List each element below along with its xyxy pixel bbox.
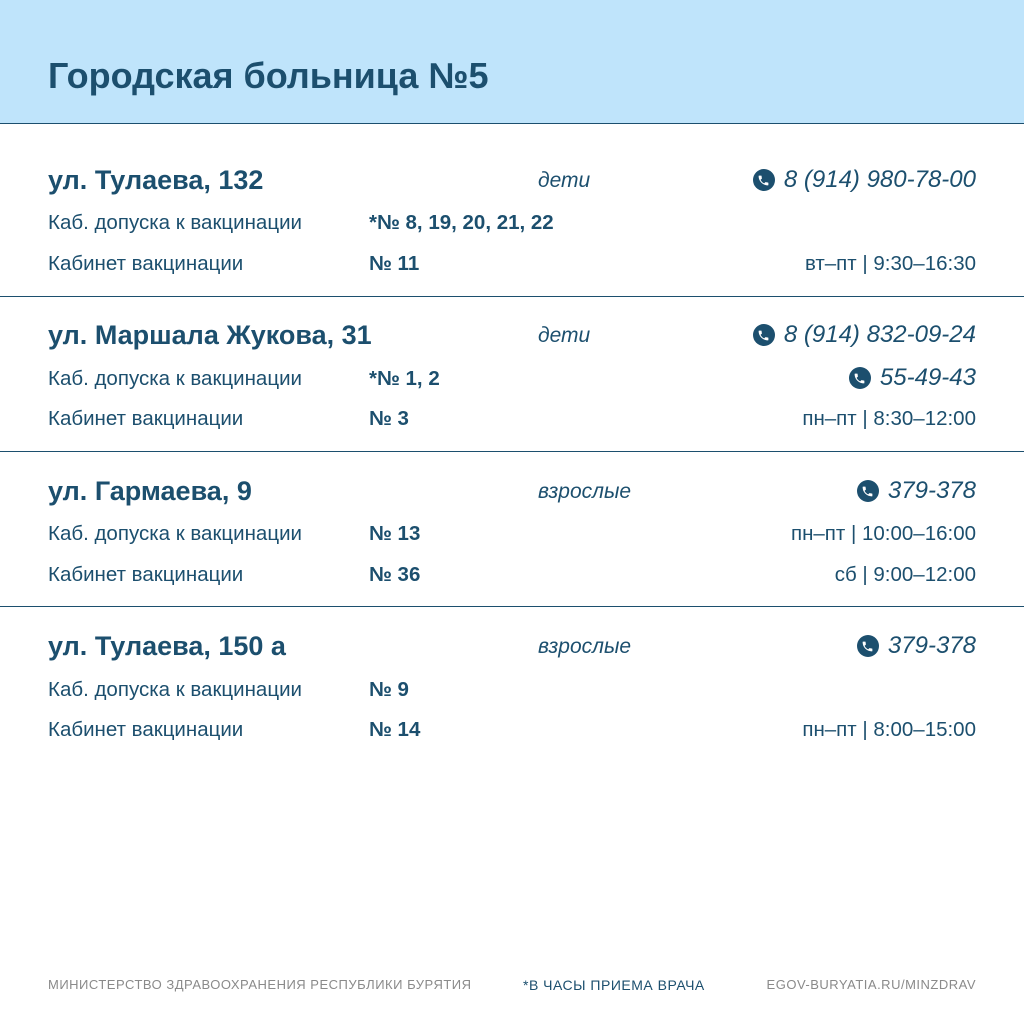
- row-label: Кабинет вакцинации: [48, 407, 244, 430]
- row-label: Каб. допуска к вакцинации: [48, 522, 302, 545]
- phone-icon: [753, 169, 775, 191]
- divider: [0, 296, 1024, 297]
- location-category: взрослые: [538, 635, 632, 658]
- footer-ministry: МИНИСТЕРСТВО ЗДРАВООХРАНЕНИЯ РЕСПУБЛИКИ БУРЯТИЯ: [48, 977, 472, 992]
- phone-number[interactable]: [753, 165, 976, 195]
- row-label: Кабинет вакцинации: [48, 718, 244, 741]
- phone-icon: [857, 480, 879, 502]
- room-number: № 3: [369, 407, 409, 430]
- location-address: ул. Гармаева, 9: [48, 476, 252, 506]
- location-category: дети: [538, 324, 591, 347]
- working-hours: сб | 9:00–12:00: [834, 563, 976, 586]
- divider: [0, 451, 1024, 452]
- room-number: № 36: [369, 563, 421, 586]
- working-hours: пн–пт | 8:30–12:00: [802, 407, 976, 430]
- row-label: Каб. допуска к вакцинации: [48, 211, 302, 234]
- location-address: ул. Тулаева, 132: [48, 165, 264, 195]
- row-label: Кабинет вакцинации: [48, 563, 244, 586]
- room-number: № 9: [369, 678, 409, 701]
- working-hours: вт–пт | 9:30–16:30: [804, 252, 976, 275]
- location-address: ул. Маршала Жукова, 31: [48, 320, 372, 350]
- phone-number[interactable]: [849, 363, 976, 393]
- phone-text: 379-378: [887, 632, 976, 659]
- room-number: № 11: [369, 252, 420, 275]
- row-label: Каб. допуска к вакцинации: [48, 367, 302, 390]
- page-title: Городская больница №5: [48, 55, 489, 96]
- room-number: *№ 8, 19, 20, 21, 22: [369, 211, 554, 234]
- footer-note: *В ЧАСЫ ПРИЕМА ВРАЧА: [523, 977, 705, 993]
- phone-number[interactable]: [753, 320, 976, 350]
- working-hours: пн–пт | 8:00–15:00: [802, 718, 976, 741]
- phone-text: 8 (914) 980-78-00: [783, 166, 976, 193]
- location-address: ул. Тулаева, 150 а: [48, 631, 286, 661]
- phone-icon: [857, 635, 879, 657]
- phone-number[interactable]: [857, 631, 976, 661]
- phone-text: 379-378: [887, 477, 976, 504]
- footer-website-link[interactable]: EGOV-BURYATIA.RU/MINZDRAV: [766, 977, 976, 992]
- divider: [0, 606, 1024, 607]
- room-number: № 14: [369, 718, 421, 741]
- row-label: Каб. допуска к вакцинации: [48, 678, 302, 701]
- working-hours: пн–пт | 10:00–16:00: [790, 522, 976, 545]
- phone-icon: [753, 324, 775, 346]
- room-number: *№ 1, 2: [369, 367, 440, 390]
- location-category: взрослые: [538, 480, 632, 503]
- phone-text: 55-49-43: [879, 364, 976, 391]
- row-label: Кабинет вакцинации: [48, 252, 244, 275]
- location-category: дети: [538, 169, 591, 192]
- phone-number[interactable]: [857, 476, 976, 506]
- header-banner: [0, 0, 1024, 124]
- phone-text: 8 (914) 832-09-24: [783, 321, 976, 348]
- phone-icon: [849, 367, 871, 389]
- room-number: № 13: [369, 522, 421, 545]
